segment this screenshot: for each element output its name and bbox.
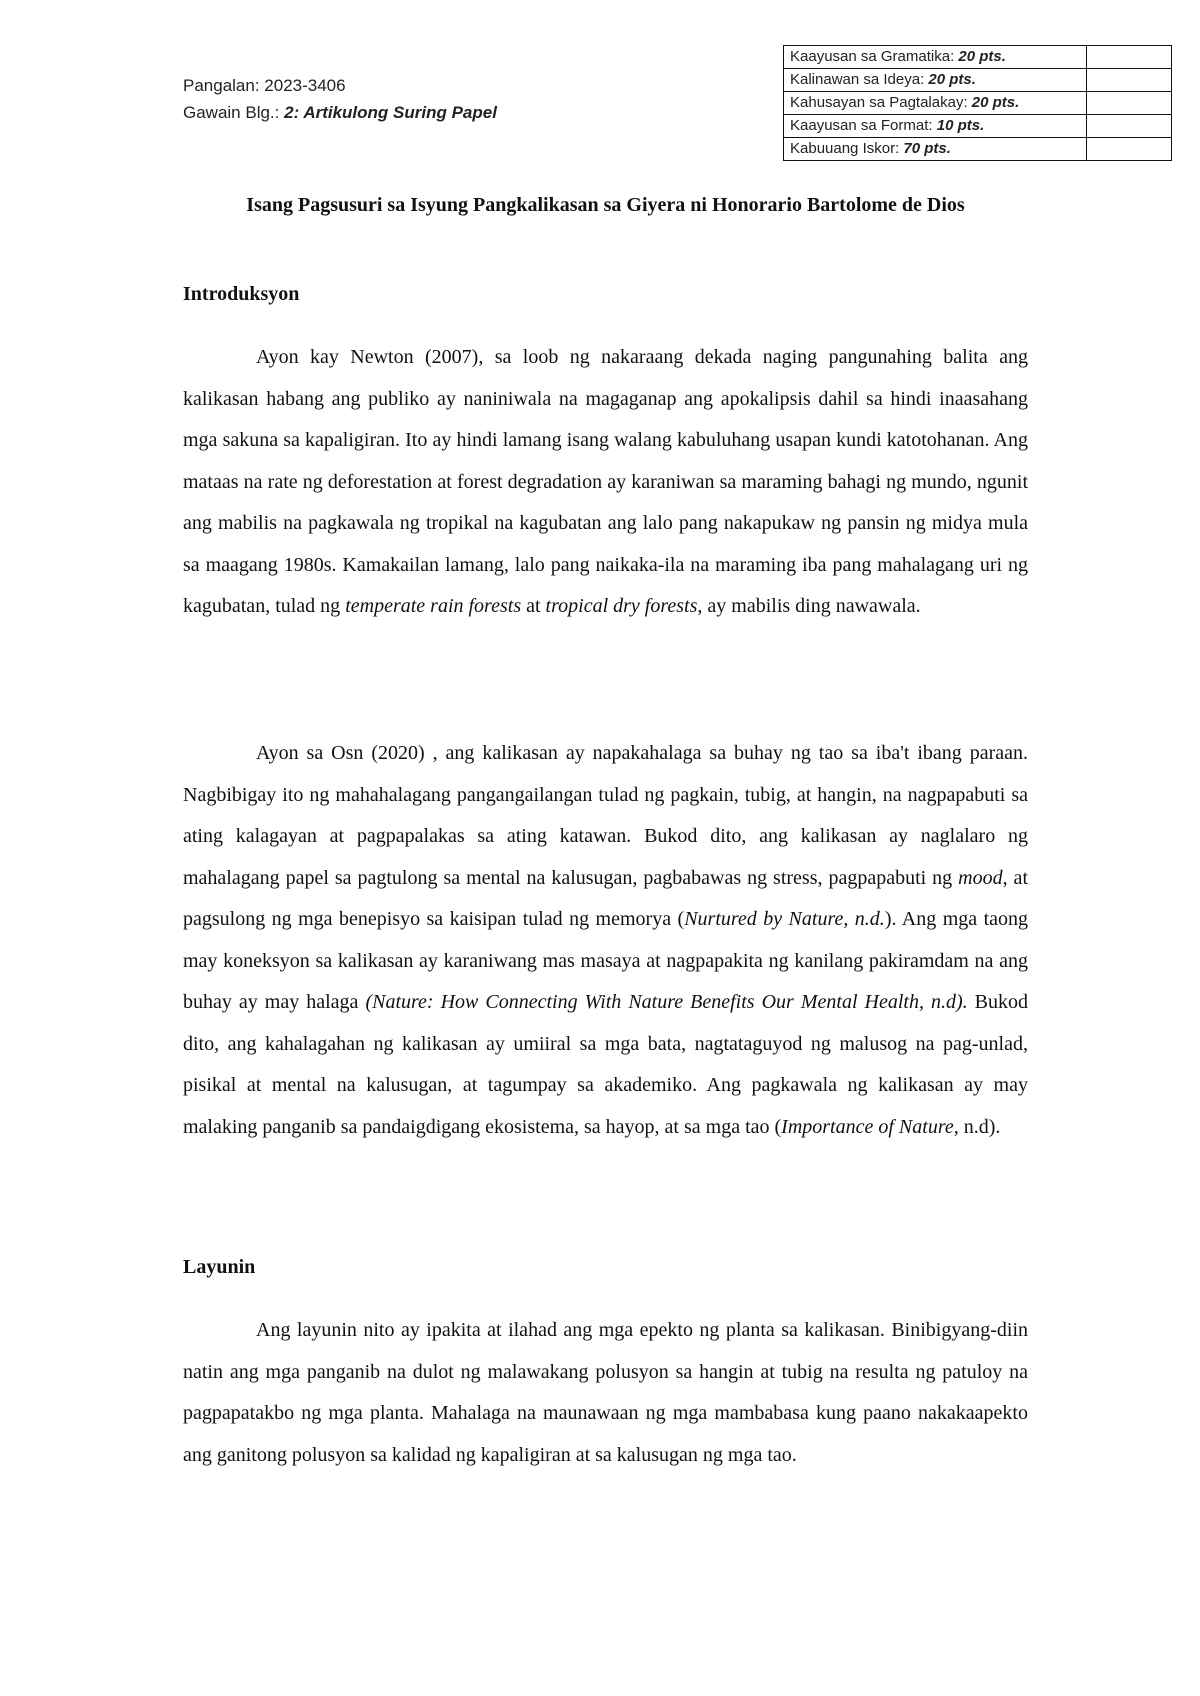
rubric-criterion [784, 92, 1087, 115]
text-run: at [521, 595, 546, 617]
student-info [183, 72, 497, 126]
paragraph-intro-2 [183, 733, 1028, 1148]
rubric-row [784, 115, 1172, 138]
task-value: 2: Artikulong Suring Papel [284, 103, 497, 122]
rubric-score-cell [1087, 138, 1172, 161]
italic-term: tropical dry forests [545, 595, 698, 617]
rubric-row [784, 69, 1172, 92]
rubric-points: 70 pts. [903, 140, 951, 157]
rubric-score-cell [1087, 115, 1172, 138]
rubric-points: 10 pts. [936, 117, 985, 134]
text-run: Ayon kay Newton (2007), sa loob ng nakaraang dekada naging pangunahing balita ang kalikasan habang ang publiko ay naniniwala na magaganap ang apokalipsis dahil sa hindi inaasahang mga sakuna sa kapaligiran. Ito ay hindi lamang isang walang kabuluhang usapan kundi katotohanan. Ang mataas na rate ng deforestation at forest degradation ay karaniwan sa maraming bahagi ng mundo, ngunit ang mabilis na pagkawala ng tropikal na kagubatan ang lalo pang nakapukaw ng pansin ng midya mula sa maagang 1980s. Kamakailan lamang, lalo pang naikaka-ila na maraming iba pang mahalagang uri ng kagubatan, tulad ng [183, 346, 1028, 617]
text-run: n.d). [958, 1115, 1001, 1138]
rubric-label: Kahusayan sa Pagtalakay: [790, 94, 972, 111]
rubric-points: 20 pts. [928, 71, 976, 88]
rubric-label: Kalinawan sa Ideya: [790, 71, 929, 88]
paragraph-intro-1 [183, 337, 1028, 628]
rubric-criterion [784, 46, 1087, 69]
rubric-label: Kaayusan sa Format: [790, 117, 937, 134]
italic-term: mood [958, 866, 1003, 889]
text-run: ). Ang mga taong may koneksyon sa kalikasan ay karaniwang mas masaya at nagpapakita ng kanilang pakiramdam na ang buhay ay may halaga [183, 908, 1028, 1013]
rubric-points: 20 pts. [971, 94, 1020, 111]
rubric-criterion [784, 138, 1087, 161]
text-run: , at pagsulong ng mga benepisyo sa kaisipan tulad ng memorya ( [183, 866, 1028, 930]
rubric-row [784, 46, 1172, 69]
rubric-score-cell [1087, 69, 1172, 92]
rubric-label: Kabuuang Iskor: [790, 140, 904, 157]
name-label: Pangalan: [183, 76, 265, 95]
name-value: 2023-3406 [264, 76, 346, 95]
section-heading-introduksyon: Introduksyon [183, 283, 300, 305]
rubric-row [784, 138, 1172, 161]
italic-citation: (Nature: How Connecting With Nature Benefits Our Mental Health, n.d). [365, 991, 968, 1013]
rubric-row [784, 92, 1172, 115]
task-line [183, 99, 497, 126]
italic-term: temperate rain forests [345, 595, 522, 617]
italic-citation: Nurtured by Nature, n.d. [684, 908, 885, 930]
italic-citation: Importance of Nature, [781, 1115, 959, 1138]
text-run: Ayon sa Osn (2020) , ang kalikasan ay napakahalaga sa buhay ng tao sa iba't ibang paraan. Nagbibigay ito ng mahahalagang pangangailangan tulad ng pagkain, tubig, at hangin, na nagpapabuti sa ating kalagayan at pagpapalakas sa ating katawan. Bukod dito, ang kalikasan ay naglalaro ng mahalagang papel sa pagtulong sa mental na kalusugan, pagbabawas ng stress, pagpapabuti ng [183, 742, 1028, 889]
text-run: Bukod dito, ang kahalagahan ng kalikasan ay umiiral sa mga bata, nagtataguyod ng malusog na pag-unlad, pisikal at mental na kalusugan, at tagumpay sa akademiko. Ang pagkawala ng kalikasan ay may malaking panganib sa pandaigdigang ekosistema, sa hayop, at sa mga tao ( [183, 991, 1028, 1138]
rubric-score-cell [1087, 46, 1172, 69]
rubric-criterion [784, 69, 1087, 92]
rubric-score-cell [1087, 92, 1172, 115]
rubric-label: Kaayusan sa Gramatika: [790, 48, 959, 65]
paragraph-layunin: Ang layunin nito ay ipakita at ilahad ang mga epekto ng planta sa kalikasan. Binibigyang-diin natin ang mga panganib na dulot ng malawakang polusyon sa hangin at tubig na resulta ng patuloy na pagpapatakbo ng mga planta. Mahalaga na maunawaan ng mga mambabasa kung paano nakakaapekto ang ganitong polusyon sa kalidad ng kapaligiran at sa kalusugan ng mga tao. [183, 1319, 1028, 1466]
rubric-criterion [784, 115, 1087, 138]
name-line [183, 72, 497, 99]
paper-title: Isang Pagsusuri sa Isyung Pangkalikasan sa Giyera ni Honorario Bartolome de Dios [246, 194, 965, 216]
text-run: , ay mabilis ding nawawala. [697, 595, 921, 617]
rubric-points: 20 pts. [958, 48, 1006, 65]
section-heading-layunin: Layunin [183, 1256, 256, 1278]
task-label: Gawain Blg.: [183, 103, 285, 122]
rubric-table [783, 45, 1172, 161]
